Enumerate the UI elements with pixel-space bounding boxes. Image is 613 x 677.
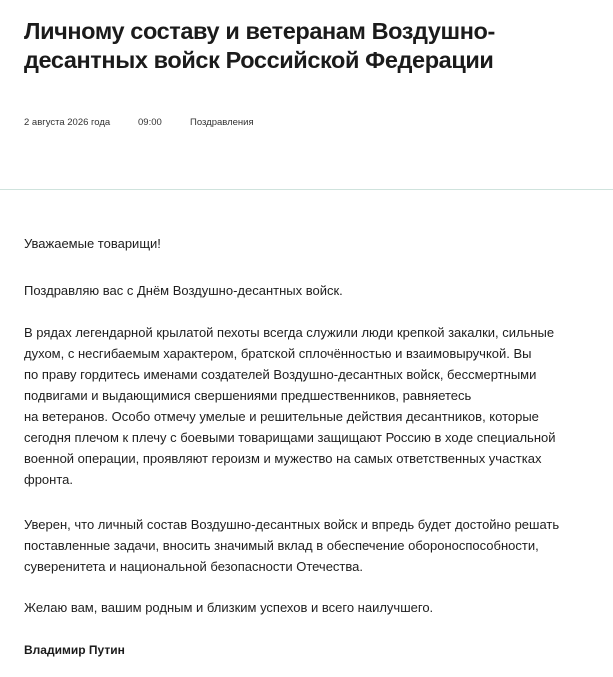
text-line: Уверен, что личный состав Воздушно-десантных войск и впредь будет достойно решать [24, 517, 560, 532]
greeting-paragraph [24, 233, 599, 254]
main-paragraph [24, 322, 599, 490]
text-line: фронта. [24, 472, 73, 487]
text-line: суверенитета и национальной безопасности Отечества. [24, 559, 363, 574]
text-line: поставленные задачи, вносить значимый вклад в обеспечение обороноспособности, [24, 538, 539, 553]
text-line: подвигами и выдающимися свершениями предшественников, равняетесь [24, 388, 472, 403]
category-link[interactable]: Поздравления [190, 117, 254, 128]
text-line: В рядах легендарной крылатой пехоты всегда служили люди крепкой закалки, сильные [24, 325, 555, 340]
page-title: Личному составу и ветеранам Воздушно-десантных войск Российской Федерации [24, 18, 495, 73]
text-line: по праву гордитесь именами создателей Воздушно-десантных войск, бессмертными [24, 367, 537, 382]
wishes-paragraph [24, 597, 599, 618]
header-divider [0, 189, 613, 190]
congratulation-paragraph [24, 280, 599, 301]
publish-date: 2 августа 2026 года [24, 117, 111, 128]
text-line: сегодня плечом к плечу с боевыми товарищами защищают Россию в ходе специальной [24, 430, 556, 445]
text-line: Поздравляю вас с Днём Воздушно-десантных войск. [24, 283, 343, 298]
confidence-paragraph [24, 514, 599, 577]
publish-time: 09:00 [138, 117, 162, 128]
text-line: Желаю вам, вашим родным и близким успехов и всего наилучшего. [24, 600, 434, 615]
signature: Владимир Путин [24, 643, 125, 657]
text-line: духом, с несгибаемым характером, братской сплочённостью и взаимовыручкой. Вы [24, 346, 532, 361]
text-line: военной операции, проявляют героизм и мужество на самых ответственных участках [24, 451, 542, 466]
text-line: на ветеранов. Особо отмечу умелые и решительные действия десантников, которые [24, 409, 539, 424]
article-header [0, 0, 613, 190]
text-line: Уважаемые товарищи! [24, 236, 161, 251]
